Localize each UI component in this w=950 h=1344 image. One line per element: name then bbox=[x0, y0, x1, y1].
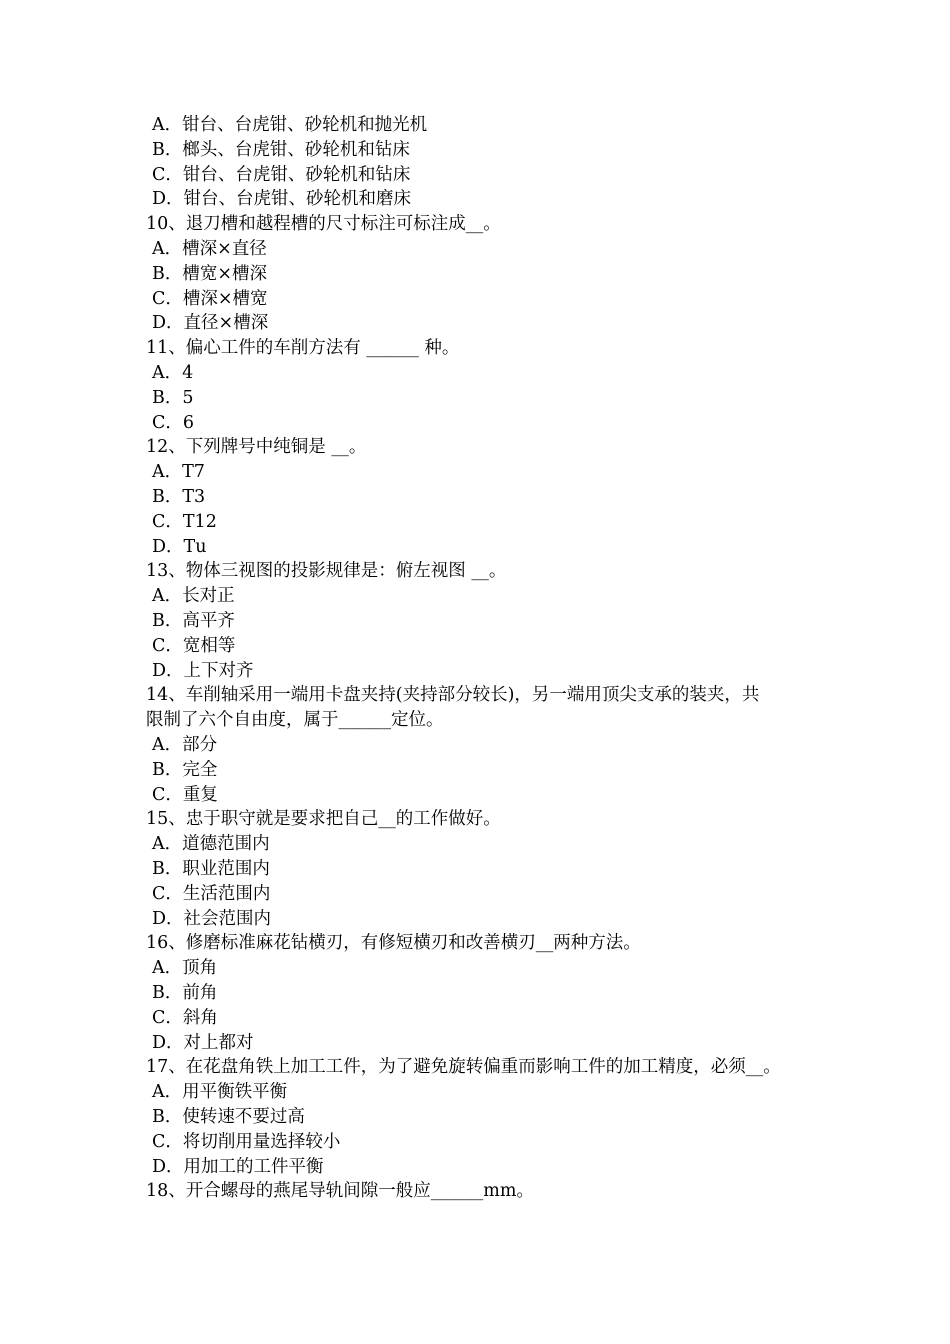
answer-option: D．上下对齐 bbox=[152, 660, 254, 681]
answer-option: A．T7 bbox=[152, 462, 205, 483]
answer-option: B．前角 bbox=[152, 983, 218, 1003]
answer-option: D．Tu bbox=[152, 536, 207, 557]
question-text: 14、车削轴采用一端用卡盘夹持(夹持部分较长)，另一端用顶尖支承的装夹，共 bbox=[146, 685, 760, 706]
answer-option: B．T3 bbox=[152, 487, 206, 507]
question-text: 18、开合螺母的燕尾导轨间隙一般应______mm。 bbox=[146, 1181, 534, 1202]
answer-option: B．使转速不要过高 bbox=[152, 1107, 305, 1127]
answer-option: B．职业范围内 bbox=[152, 859, 270, 879]
answer-option: A．部分 bbox=[152, 735, 218, 755]
answer-option: C．槽深×槽宽 bbox=[152, 288, 268, 309]
answer-option: D．社会范围内 bbox=[152, 908, 272, 929]
question-text: 15、忠于职守就是要求把自己__的工作做好。 bbox=[146, 809, 501, 830]
answer-option: A．长对正 bbox=[152, 586, 235, 607]
answer-option: B．完全 bbox=[152, 759, 218, 780]
answer-option: C．重复 bbox=[152, 784, 218, 805]
answer-option: D．用加工的工件平衡 bbox=[152, 1156, 324, 1177]
question-text: 16、修磨标准麻花钻横刃，有修短横刃和改善横刃__两种方法。 bbox=[146, 933, 641, 954]
question-text: 限制了六个自由度，属于______定位。 bbox=[146, 710, 444, 731]
question-text: 10、退刀槽和越程槽的尺寸标注可标注成__。 bbox=[146, 214, 501, 235]
question-text: 11、偏心工件的车削方法有 ______ 种。 bbox=[146, 338, 460, 359]
answer-option: C．钳台、台虎钳、砂轮机和钻床 bbox=[152, 164, 411, 185]
answer-option: C．宽相等 bbox=[152, 635, 236, 656]
answer-option: C．斜角 bbox=[152, 1007, 218, 1028]
answer-option: C．将切削用量选择较小 bbox=[152, 1131, 341, 1152]
answer-option: A．道德范围内 bbox=[152, 834, 270, 855]
answer-option: D．直径×槽深 bbox=[152, 313, 269, 334]
answer-option: D．对上都对 bbox=[152, 1032, 254, 1053]
answer-option: A．4 bbox=[152, 363, 194, 383]
question-text: 17、在花盘角铁上加工工件，为了避免旋转偏重而影响工件的加工精度，必须__。 bbox=[146, 1057, 781, 1078]
answer-option: C．T12 bbox=[152, 511, 217, 532]
answer-option: B．5 bbox=[152, 387, 194, 408]
answer-option: C．6 bbox=[152, 412, 195, 433]
answer-option: B．榔头、台虎钳、砂轮机和钻床 bbox=[152, 139, 410, 160]
answer-option: B．槽宽×槽深 bbox=[152, 263, 268, 284]
answer-option: B．高平齐 bbox=[152, 611, 235, 631]
answer-option: A．钳台、台虎钳、砂轮机和抛光机 bbox=[152, 115, 428, 135]
answer-option: A．用平衡铁平衡 bbox=[152, 1082, 288, 1103]
answer-option: C．生活范围内 bbox=[152, 883, 271, 904]
answer-option: A．槽深×直径 bbox=[152, 239, 267, 259]
question-text: 13、物体三视图的投影规律是：俯左视图 __。 bbox=[146, 561, 507, 582]
answer-option: A．顶角 bbox=[152, 958, 218, 979]
answer-option: D．钳台、台虎钳、砂轮机和磨床 bbox=[152, 189, 412, 210]
question-text: 12、下列牌号中纯铜是 __。 bbox=[146, 437, 367, 458]
